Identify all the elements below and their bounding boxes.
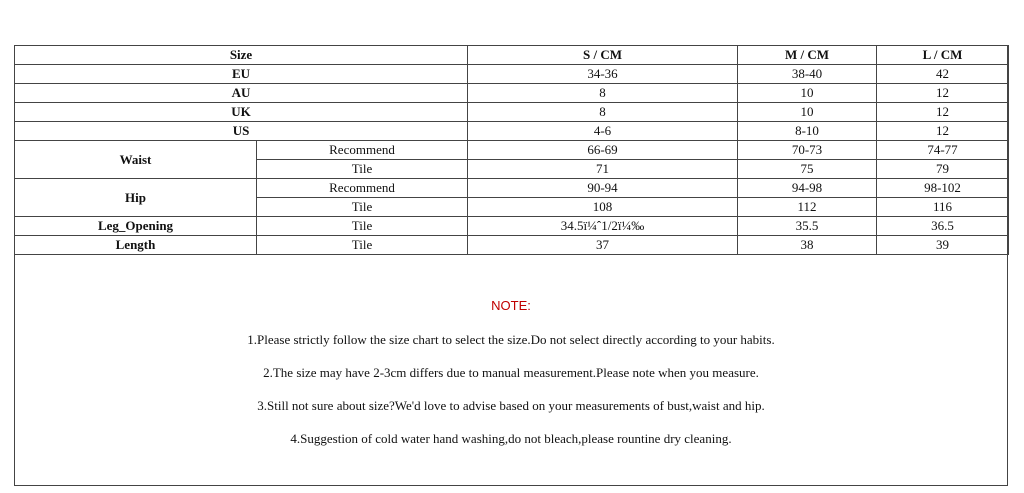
cell-l: 12 bbox=[877, 122, 1009, 141]
cell-s: 4-6 bbox=[468, 122, 738, 141]
leg-opening-label: Leg_Opening bbox=[15, 217, 257, 236]
s-header: S / CM bbox=[468, 46, 738, 65]
size-header: Size bbox=[15, 46, 468, 65]
table-row bbox=[15, 236, 1009, 255]
note-line-3: 3.Still not sure about size?We'd love to advise based on your measurements of bust,waist and hip. bbox=[257, 398, 765, 413]
table-row bbox=[15, 65, 1009, 84]
cell-l: 36.5 bbox=[877, 217, 1009, 236]
table-row bbox=[15, 122, 1009, 141]
cell-l: 98-102 bbox=[877, 179, 1009, 198]
note-line-4: 4.Suggestion of cold water hand washing,do not bleach,please rountine dry cleaning. bbox=[290, 431, 732, 446]
cell-m: 94-98 bbox=[738, 179, 877, 198]
cell-l: 74-77 bbox=[877, 141, 1009, 160]
row-label: UK bbox=[15, 103, 468, 122]
cell-s: 90-94 bbox=[468, 179, 738, 198]
cell-s: 8 bbox=[468, 103, 738, 122]
table-row bbox=[15, 141, 1009, 160]
sub-label: Tile bbox=[257, 217, 468, 236]
sub-label: Recommend bbox=[257, 141, 468, 160]
notes-section bbox=[15, 262, 1007, 486]
cell-l: 79 bbox=[877, 160, 1009, 179]
cell-s: 37 bbox=[468, 236, 738, 255]
length-label: Length bbox=[15, 236, 257, 255]
note-title: NOTE: bbox=[491, 298, 531, 313]
table-row bbox=[15, 103, 1009, 122]
sub-label: Tile bbox=[257, 198, 468, 217]
cell-s: 34-36 bbox=[468, 65, 738, 84]
table-row bbox=[15, 217, 1009, 236]
cell-l: 12 bbox=[877, 103, 1009, 122]
l-header: L / CM bbox=[877, 46, 1009, 65]
sub-label: Tile bbox=[257, 160, 468, 179]
cell-m: 8-10 bbox=[738, 122, 877, 141]
cell-s: 108 bbox=[468, 198, 738, 217]
cell-s: 71 bbox=[468, 160, 738, 179]
note-line-1: 1.Please strictly follow the size chart to select the size.Do not select directly according to your habits. bbox=[247, 332, 775, 347]
row-label: AU bbox=[15, 84, 468, 103]
cell-m: 35.5 bbox=[738, 217, 877, 236]
table-row bbox=[15, 179, 1009, 198]
row-label: US bbox=[15, 122, 468, 141]
cell-m: 38 bbox=[738, 236, 877, 255]
cell-s: 66-69 bbox=[468, 141, 738, 160]
sub-label: Recommend bbox=[257, 179, 468, 198]
hip-label: Hip bbox=[15, 179, 257, 217]
sub-label: Tile bbox=[257, 236, 468, 255]
cell-m: 38-40 bbox=[738, 65, 877, 84]
table-row bbox=[15, 84, 1009, 103]
note-line-2: 2.The size may have 2-3cm differs due to manual measurement.Please note when you measure. bbox=[263, 365, 759, 380]
waist-label: Waist bbox=[15, 141, 257, 179]
size-chart-frame bbox=[14, 45, 1008, 486]
cell-m: 10 bbox=[738, 103, 877, 122]
cell-m: 75 bbox=[738, 160, 877, 179]
table-header-row bbox=[15, 46, 1009, 65]
cell-l: 116 bbox=[877, 198, 1009, 217]
row-label: EU bbox=[15, 65, 468, 84]
cell-m: 10 bbox=[738, 84, 877, 103]
cell-m: 112 bbox=[738, 198, 877, 217]
cell-l: 39 bbox=[877, 236, 1009, 255]
cell-l: 12 bbox=[877, 84, 1009, 103]
m-header: M / CM bbox=[738, 46, 877, 65]
cell-s: 8 bbox=[468, 84, 738, 103]
size-table bbox=[14, 45, 1009, 255]
cell-s: 34.5ï¼ˆ1/2ï¼‰ bbox=[468, 217, 738, 236]
cell-m: 70-73 bbox=[738, 141, 877, 160]
cell-l: 42 bbox=[877, 65, 1009, 84]
